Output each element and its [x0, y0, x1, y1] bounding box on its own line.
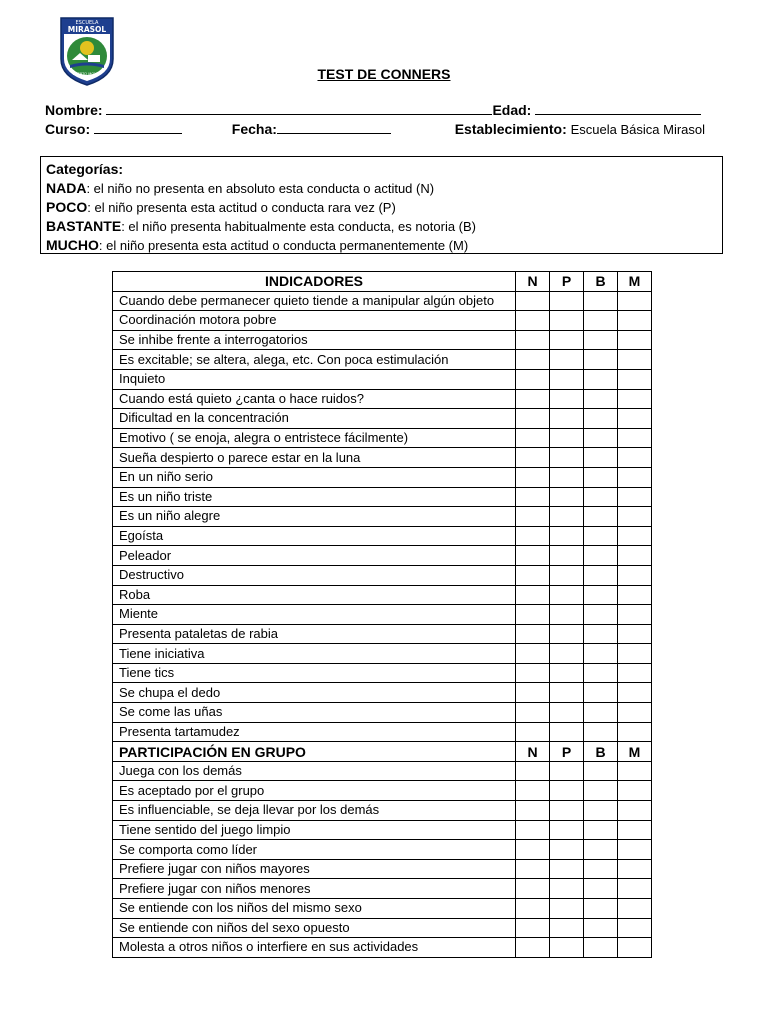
mark-cell-n[interactable]: [516, 918, 550, 938]
establecimiento-label: Establecimiento:: [454, 121, 567, 137]
table-row: [113, 409, 652, 429]
mark-cell-p[interactable]: [550, 291, 584, 311]
mark-cell-p[interactable]: [550, 683, 584, 703]
mark-cell-b[interactable]: [584, 291, 618, 311]
mark-cell-p[interactable]: [550, 624, 584, 644]
indicator-label: Se chupa el dedo: [113, 683, 516, 703]
mark-cell-n[interactable]: [516, 330, 550, 350]
mark-cell-m[interactable]: [618, 644, 652, 664]
mark-cell-b[interactable]: [584, 683, 618, 703]
mark-cell-b[interactable]: [584, 428, 618, 448]
mark-cell-b[interactable]: [584, 507, 618, 527]
mark-cell-b[interactable]: [584, 389, 618, 409]
mark-cell-b[interactable]: [584, 546, 618, 566]
table-row: [113, 781, 652, 801]
table-row: [113, 565, 652, 585]
indicator-label: Destructivo: [113, 565, 516, 585]
mark-cell-p[interactable]: [550, 605, 584, 625]
mark-cell-m[interactable]: [618, 291, 652, 311]
mark-cell-m[interactable]: [618, 722, 652, 742]
mark-cell-n[interactable]: [516, 409, 550, 429]
mark-cell-n[interactable]: [516, 938, 550, 958]
mark-cell-p[interactable]: [550, 526, 584, 546]
mark-cell-m[interactable]: [618, 624, 652, 644]
category-item: NADA: el niño no presenta en absoluto esta conducta o actitud (N): [46, 180, 435, 196]
mark-cell-p[interactable]: [550, 330, 584, 350]
table-row: [113, 526, 652, 546]
mark-cell-n[interactable]: [516, 311, 550, 331]
mark-cell-m[interactable]: [618, 526, 652, 546]
category-item: POCO: el niño presenta esta actitud o conducta rara vez (P): [46, 199, 396, 215]
column-header-m: M: [618, 272, 652, 292]
table-row: [113, 859, 652, 879]
mark-cell-b[interactable]: [584, 487, 618, 507]
curso-field[interactable]: [94, 121, 182, 134]
mark-cell-n[interactable]: [516, 467, 550, 487]
mark-cell-n[interactable]: [516, 859, 550, 879]
table-row: [113, 918, 652, 938]
column-header-b: B: [584, 742, 618, 762]
mark-cell-b[interactable]: [584, 526, 618, 546]
mark-cell-p[interactable]: [550, 663, 584, 683]
indicator-label: Dificultad en la concentración: [113, 409, 516, 429]
mark-cell-m[interactable]: [618, 820, 652, 840]
mark-cell-p[interactable]: [550, 644, 584, 664]
mark-cell-b[interactable]: [584, 801, 618, 821]
section-heading: INDICADORES: [113, 272, 516, 292]
mark-cell-m[interactable]: [618, 330, 652, 350]
table-row: [113, 330, 652, 350]
mark-cell-p[interactable]: [550, 801, 584, 821]
indicator-label: Inquieto: [113, 369, 516, 389]
mark-cell-n[interactable]: [516, 761, 550, 781]
mark-cell-n[interactable]: [516, 526, 550, 546]
table-row: [113, 624, 652, 644]
indicator-label: Coordinación motora pobre: [113, 311, 516, 331]
mark-cell-m[interactable]: [618, 585, 652, 605]
mark-cell-n[interactable]: [516, 899, 550, 919]
column-header-m: M: [618, 742, 652, 762]
table-row: [113, 605, 652, 625]
indicator-label: Tiene tics: [113, 663, 516, 683]
mark-cell-p[interactable]: [550, 840, 584, 860]
indicator-label: Es excitable; se altera, alega, etc. Con poca estimulación: [113, 350, 516, 370]
indicator-label: Se entiende con niños del sexo opuesto: [113, 918, 516, 938]
edad-field[interactable]: [535, 102, 701, 115]
mark-cell-b[interactable]: [584, 330, 618, 350]
section-header-row: [113, 742, 652, 762]
section-heading: PARTICIPACIÓN EN GRUPO: [113, 742, 516, 762]
category-item: BASTANTE: el niño presenta habitualmente esta conducta, es notoria (B): [46, 218, 477, 234]
table-row: [113, 369, 652, 389]
mark-cell-n[interactable]: [516, 350, 550, 370]
fecha-field[interactable]: [277, 121, 391, 134]
curso-label: Curso:: [45, 121, 91, 137]
mark-cell-b[interactable]: [584, 467, 618, 487]
mark-cell-m[interactable]: [618, 663, 652, 683]
nombre-field[interactable]: [106, 102, 492, 115]
mark-cell-m[interactable]: [618, 389, 652, 409]
mark-cell-m[interactable]: [618, 448, 652, 468]
indicator-label: Egoísta: [113, 526, 516, 546]
mark-cell-n[interactable]: [516, 683, 550, 703]
mark-cell-p[interactable]: [550, 467, 584, 487]
mark-cell-b[interactable]: [584, 448, 618, 468]
mark-cell-m[interactable]: [618, 761, 652, 781]
mark-cell-m[interactable]: [618, 899, 652, 919]
mark-cell-b[interactable]: [584, 820, 618, 840]
mark-cell-m[interactable]: [618, 879, 652, 899]
table-row: [113, 761, 652, 781]
indicator-label: Presenta tartamudez: [113, 722, 516, 742]
mark-cell-n[interactable]: [516, 801, 550, 821]
table-row: [113, 938, 652, 958]
mark-cell-m[interactable]: [618, 938, 652, 958]
mark-cell-n[interactable]: [516, 840, 550, 860]
form-row-1: [45, 102, 701, 118]
mark-cell-n[interactable]: [516, 369, 550, 389]
page-title: TEST DE CONNERS: [317, 66, 451, 82]
mark-cell-n[interactable]: [516, 291, 550, 311]
mark-cell-b[interactable]: [584, 663, 618, 683]
table-row: [113, 291, 652, 311]
indicator-label: Prefiere jugar con niños menores: [113, 879, 516, 899]
mark-cell-m[interactable]: [618, 781, 652, 801]
mark-cell-n[interactable]: [516, 487, 550, 507]
indicator-label: Juega con los demás: [113, 761, 516, 781]
mark-cell-b[interactable]: [584, 369, 618, 389]
mark-cell-n[interactable]: [516, 703, 550, 723]
mark-cell-m[interactable]: [618, 605, 652, 625]
mark-cell-p[interactable]: [550, 585, 584, 605]
table-row: [113, 487, 652, 507]
mark-cell-b[interactable]: [584, 918, 618, 938]
table-row: [113, 801, 652, 821]
table-row: [113, 428, 652, 448]
nombre-label: Nombre:: [45, 102, 103, 118]
mark-cell-m[interactable]: [618, 683, 652, 703]
mark-cell-m[interactable]: [618, 507, 652, 527]
indicator-label: Se inhibe frente a interrogatorios: [113, 330, 516, 350]
mark-cell-b[interactable]: [584, 899, 618, 919]
table-row: [113, 585, 652, 605]
indicator-label: Es un niño triste: [113, 487, 516, 507]
mark-cell-m[interactable]: [618, 703, 652, 723]
mark-cell-n[interactable]: [516, 546, 550, 566]
mark-cell-b[interactable]: [584, 859, 618, 879]
mark-cell-p[interactable]: [550, 781, 584, 801]
indicator-label: Molesta a otros niños o interfiere en sus actividades: [113, 938, 516, 958]
indicator-label: Es un niño alegre: [113, 507, 516, 527]
mark-cell-b[interactable]: [584, 703, 618, 723]
table-row: [113, 703, 652, 723]
mark-cell-p[interactable]: [550, 899, 584, 919]
mark-cell-p[interactable]: [550, 859, 584, 879]
mark-cell-p[interactable]: [550, 507, 584, 527]
mark-cell-n[interactable]: [516, 428, 550, 448]
edad-label: Edad:: [492, 102, 532, 118]
indicators-table: [112, 271, 652, 958]
mark-cell-n[interactable]: [516, 605, 550, 625]
mark-cell-b[interactable]: [584, 781, 618, 801]
mark-cell-p[interactable]: [550, 879, 584, 899]
mark-cell-n[interactable]: [516, 879, 550, 899]
table-row: [113, 546, 652, 566]
indicator-label: Se entiende con los niños del mismo sexo: [113, 899, 516, 919]
mark-cell-p[interactable]: [550, 428, 584, 448]
mark-cell-p[interactable]: [550, 565, 584, 585]
mark-cell-n[interactable]: [516, 820, 550, 840]
mark-cell-m[interactable]: [618, 428, 652, 448]
table-row: [113, 722, 652, 742]
table-row: [113, 879, 652, 899]
column-header-p: P: [550, 272, 584, 292]
mark-cell-b[interactable]: [584, 311, 618, 331]
mark-cell-p[interactable]: [550, 761, 584, 781]
indicator-label: Tiene iniciativa: [113, 644, 516, 664]
mark-cell-n[interactable]: [516, 565, 550, 585]
mark-cell-p[interactable]: [550, 311, 584, 331]
indicator-label: Se comporta como líder: [113, 840, 516, 860]
mark-cell-p[interactable]: [550, 703, 584, 723]
mark-cell-p[interactable]: [550, 820, 584, 840]
column-header-n: N: [516, 742, 550, 762]
indicator-label: Presenta pataletas de rabia: [113, 624, 516, 644]
mark-cell-m[interactable]: [618, 840, 652, 860]
mark-cell-b[interactable]: [584, 761, 618, 781]
mark-cell-m[interactable]: [618, 801, 652, 821]
categories-heading: Categorías:: [46, 161, 124, 177]
indicator-label: Cuando está quieto ¿canta o hace ruidos?: [113, 389, 516, 409]
mark-cell-p[interactable]: [550, 448, 584, 468]
table-row: [113, 467, 652, 487]
indicator-label: Sueña despierto o parece estar en la luna: [113, 448, 516, 468]
table-row: [113, 663, 652, 683]
indicator-label: Es aceptado por el grupo: [113, 781, 516, 801]
mark-cell-m[interactable]: [618, 546, 652, 566]
indicator-label: Es influenciable, se deja llevar por los demás: [113, 801, 516, 821]
mark-cell-m[interactable]: [618, 311, 652, 331]
mark-cell-m[interactable]: [618, 487, 652, 507]
mark-cell-n[interactable]: [516, 507, 550, 527]
mark-cell-n[interactable]: [516, 663, 550, 683]
table-row: [113, 820, 652, 840]
indicator-label: Roba: [113, 585, 516, 605]
table-row: [113, 899, 652, 919]
mark-cell-m[interactable]: [618, 369, 652, 389]
mark-cell-n[interactable]: [516, 624, 550, 644]
indicator-label: En un niño serio: [113, 467, 516, 487]
mark-cell-n[interactable]: [516, 781, 550, 801]
mark-cell-b[interactable]: [584, 605, 618, 625]
mark-cell-b[interactable]: [584, 409, 618, 429]
mark-cell-b[interactable]: [584, 938, 618, 958]
column-header-b: B: [584, 272, 618, 292]
table-row: [113, 507, 652, 527]
indicator-label: Cuando debe permanecer quieto tiende a manipular algún objeto: [113, 291, 516, 311]
mark-cell-b[interactable]: [584, 585, 618, 605]
mark-cell-m[interactable]: [618, 859, 652, 879]
mark-cell-b[interactable]: [584, 565, 618, 585]
mark-cell-n[interactable]: [516, 448, 550, 468]
indicator-label: Se come las uñas: [113, 703, 516, 723]
mark-cell-b[interactable]: [584, 879, 618, 899]
indicator-label: Prefiere jugar con niños mayores: [113, 859, 516, 879]
mark-cell-p[interactable]: [550, 938, 584, 958]
mark-cell-m[interactable]: [618, 350, 652, 370]
mark-cell-b[interactable]: [584, 722, 618, 742]
mark-cell-n[interactable]: [516, 389, 550, 409]
mark-cell-m[interactable]: [618, 918, 652, 938]
fecha-label: Fecha:: [231, 121, 277, 137]
table-row: [113, 644, 652, 664]
mark-cell-p[interactable]: [550, 487, 584, 507]
mark-cell-n[interactable]: [516, 585, 550, 605]
categories-box: [40, 156, 723, 254]
mark-cell-p[interactable]: [550, 389, 584, 409]
mark-cell-b[interactable]: [584, 624, 618, 644]
mark-cell-b[interactable]: [584, 644, 618, 664]
mark-cell-p[interactable]: [550, 369, 584, 389]
indicator-label: Emotivo ( se enoja, alegra o entristece fácilmente): [113, 428, 516, 448]
form-row-2: [45, 121, 705, 137]
column-header-n: N: [516, 272, 550, 292]
mark-cell-b[interactable]: [584, 840, 618, 860]
table-row: [113, 389, 652, 409]
logo-bottom-text: PUERTO MONTT: [72, 72, 102, 76]
mark-cell-b[interactable]: [584, 350, 618, 370]
mark-cell-p[interactable]: [550, 722, 584, 742]
logo-top-text: ESCUELA: [75, 20, 99, 26]
table-row: [113, 350, 652, 370]
section-header-row: [113, 272, 652, 292]
mark-cell-m[interactable]: [618, 467, 652, 487]
table-row: [113, 448, 652, 468]
indicator-label: Miente: [113, 605, 516, 625]
category-item: MUCHO: el niño presenta esta actitud o conducta permanentemente (M): [46, 237, 469, 253]
mark-cell-p[interactable]: [550, 409, 584, 429]
logo-name: MIRASOL: [67, 25, 107, 34]
mark-cell-p[interactable]: [550, 918, 584, 938]
mark-cell-n[interactable]: [516, 722, 550, 742]
mark-cell-n[interactable]: [516, 644, 550, 664]
table-row: [113, 840, 652, 860]
column-header-p: P: [550, 742, 584, 762]
mark-cell-p[interactable]: [550, 350, 584, 370]
indicator-label: Tiene sentido del juego limpio: [113, 820, 516, 840]
table-row: [113, 311, 652, 331]
mark-cell-m[interactable]: [618, 409, 652, 429]
table-row: [113, 683, 652, 703]
mark-cell-m[interactable]: [618, 565, 652, 585]
indicator-label: Peleador: [113, 546, 516, 566]
mark-cell-p[interactable]: [550, 546, 584, 566]
establecimiento-value: Escuela Básica Mirasol: [570, 122, 706, 137]
